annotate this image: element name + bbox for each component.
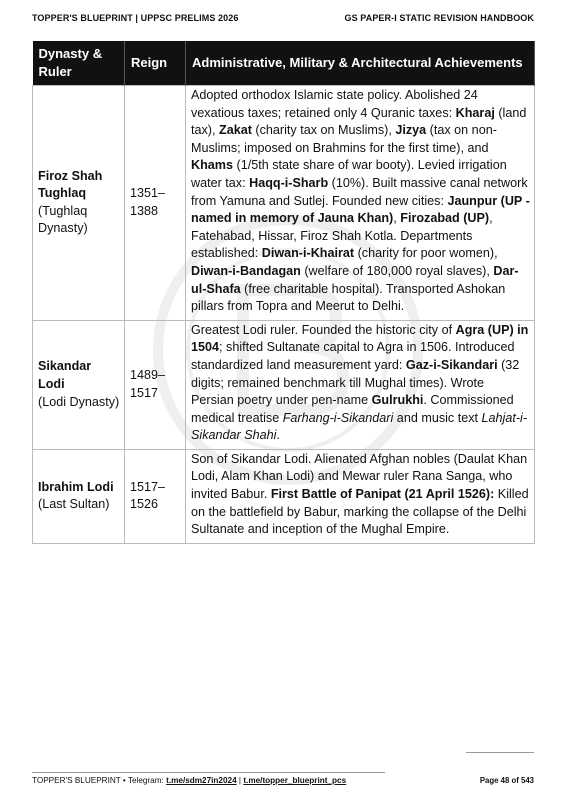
- achievement-bold-term: Khams: [191, 158, 233, 173]
- reign-end: 1517: [130, 385, 159, 400]
- ruler-name: Firoz Shah Tughlaq: [38, 168, 103, 201]
- achievement-text: ,: [393, 211, 401, 226]
- achievement-text: (charity for poor women),: [354, 246, 498, 261]
- achievement-bold-term: Jizya: [395, 123, 427, 138]
- ruler-cell: [33, 449, 125, 543]
- achievement-bold-term: Kharaj: [455, 105, 495, 120]
- reign-cell: [125, 320, 186, 449]
- telegram-link-1[interactable]: t.me/sdm27in2024: [166, 776, 237, 785]
- reign-start: 1351–: [130, 186, 166, 201]
- column-header-reign: Reign: [125, 41, 186, 86]
- page-footer: [32, 776, 534, 785]
- achievement-text: Killed on the battlefield by Babur, marking the collapse of the Delhi Sultanate and inception of the Mughal Empire.: [191, 487, 529, 537]
- footer-credits: [32, 776, 346, 785]
- achievement-bold-term: First Battle of Panipat (21 April 1526):: [270, 487, 495, 502]
- column-header-achievements: Administrative, Military & Architectural Achievements: [186, 41, 535, 86]
- achievement-bold-term: Gaz-i-Sikandari: [405, 357, 498, 372]
- reign-start: 1489–: [130, 368, 166, 383]
- column-header-ruler: Dynasty & Ruler: [33, 41, 125, 86]
- reign-cell: [125, 449, 186, 543]
- rulers-table: [32, 41, 535, 544]
- footer-prefix: TOPPER'S BLUEPRINT • Telegram:: [32, 776, 167, 785]
- achievements-cell: [186, 320, 535, 449]
- running-header: [32, 13, 534, 23]
- footer-divider: [32, 772, 385, 773]
- achievement-bold-term: Diwan-i-Bandagan: [191, 263, 301, 278]
- ruler-cell: [33, 86, 125, 321]
- achievement-text: . Commissioned medical treatise: [191, 393, 514, 425]
- achievement-text: (land tax),: [191, 105, 527, 138]
- achievement-text: ; shifted Sultanate capital to Agra in 1506. Introduced standardized land measurement yard:: [191, 340, 515, 372]
- achievement-bold-term: Firozabad (UP): [400, 211, 490, 226]
- achievement-text: (tax on non-Muslims; imposed on Brahmins for the first time), and: [191, 123, 497, 155]
- page-number: Page 48 of 543: [479, 776, 534, 785]
- achievement-text: (free charitable hospital). Transported Ashokan pillars from Topra and Meerut to Delhi.: [191, 281, 506, 314]
- achievements-cell: [186, 449, 535, 543]
- table-row: [33, 449, 535, 543]
- achievement-bold-term: Gulrukhi: [371, 393, 424, 408]
- achievement-bold-term: Jaunpur (UP - named in memory of Jauna Khan): [191, 193, 530, 226]
- ruler-name: Ibrahim Lodi: [38, 479, 114, 494]
- achievement-text: and music text: [393, 410, 482, 425]
- header-left: TOPPER'S BLUEPRINT | UPPSC PRELIMS 2026: [32, 13, 239, 23]
- achievements-cell: [186, 86, 535, 321]
- achievement-italic-title: Lahjat-i-Sikandar Shahi: [191, 410, 528, 443]
- footer-divider-right: [466, 752, 534, 753]
- table-header-row: [33, 41, 535, 86]
- ruler-dynasty: (Tughlaq Dynasty): [38, 203, 88, 236]
- achievement-bold-term: Zakat: [219, 123, 252, 138]
- achievement-bold-term: Dar-ul-Shafa: [191, 263, 519, 296]
- achievement-bold-term: Haqq-i-Sharb: [249, 175, 329, 190]
- achievement-text: Greatest Lodi ruler. Founded the historic city of: [191, 322, 456, 337]
- header-right: GS PAPER-I STATIC REVISION HANDBOOK: [344, 13, 534, 23]
- achievement-text: (welfare of 180,000 royal slaves),: [300, 263, 494, 278]
- ruler-dynasty: (Last Sultan): [38, 497, 110, 512]
- reign-cell: [125, 86, 186, 321]
- ruler-name: Sikandar Lodi: [38, 359, 92, 391]
- achievement-bold-term: Diwan-i-Khairat: [261, 246, 355, 261]
- achievement-text: .: [276, 428, 280, 443]
- table-row: [33, 86, 535, 321]
- reign-start: 1517–: [130, 479, 166, 494]
- achievement-text: , Fatehabad, Hissar, Firoz Shah Kotla. Departments established:: [191, 211, 493, 261]
- table-row: [33, 320, 535, 449]
- reign-end: 1526: [130, 497, 159, 512]
- achievement-text: (1/5th state share of war booty). Levied irrigation water tax:: [191, 158, 507, 190]
- achievement-text: Son of Sikandar Lodi. Alienated Afghan nobles (Daulat Khan Lodi, Alam Khan Lodi) and Mewar ruler Rana Sanga, who invited Babur.: [191, 451, 528, 502]
- telegram-link-2[interactable]: t.me/topper_blueprint_pcs: [243, 776, 347, 785]
- achievement-text: (32 digits; remained benchmark till Mughal times). Wrote Persian poetry under pen-name: [191, 357, 520, 408]
- achievement-italic-title: Farhang-i-Sikandari: [282, 410, 394, 425]
- achievement-text: (10%). Built massive canal network from Yamuna and Sutlej. Founded new cities:: [191, 175, 528, 208]
- achievement-text: Adopted orthodox Islamic state policy. Abolished 24 vexatious taxes; retained only 4 Quranic taxes:: [191, 88, 478, 120]
- reign-end: 1388: [130, 203, 159, 218]
- footer-separator: |: [236, 776, 244, 785]
- ruler-cell: [33, 320, 125, 449]
- achievement-bold-term: Agra (UP) in 1504: [191, 322, 529, 355]
- ruler-dynasty: (Lodi Dynasty): [38, 394, 120, 409]
- achievement-text: (charity tax on Muslims),: [251, 123, 396, 138]
